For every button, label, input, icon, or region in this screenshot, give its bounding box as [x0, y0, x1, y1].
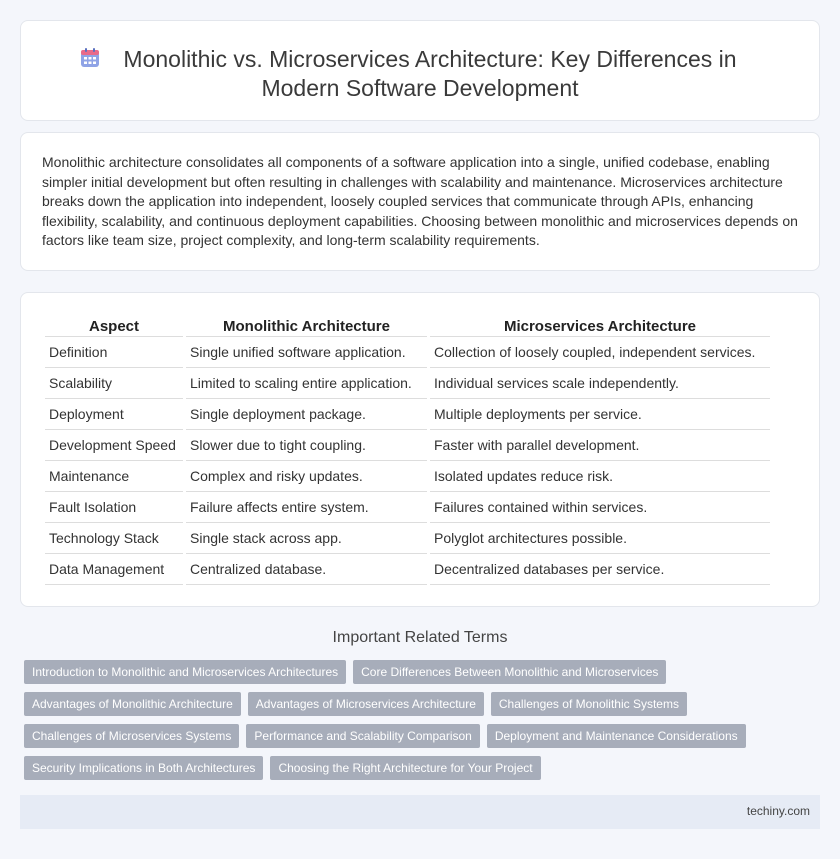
table-cell-aspect: Maintenance	[45, 461, 183, 492]
intro-card	[20, 132, 820, 271]
related-terms-title: Important Related Terms	[332, 629, 508, 646]
header-card	[20, 20, 820, 121]
intro-text: Monolithic architecture consolidates all components of a software application into a single, unified codebase, enabling simpler initial development but often resulting in challenges with scalability and maintenance. Microservices architecture breaks down the application into independent, loosely coupled services that communicate through APIs, enhancing flexibility, scalability, and continuous deployment capabilities. Choosing between monolithic and microservices depends on factors like team size, project complexity, and long-term scalability requirements.	[42, 154, 798, 248]
table-cell-microservices: Isolated updates reduce risk.	[430, 461, 770, 492]
table-cell-aspect: Technology Stack	[45, 523, 183, 554]
table-cell-monolithic: Single unified software application.	[186, 337, 427, 368]
related-term-tag[interactable]: Advantages of Microservices Architecture	[248, 692, 484, 716]
table-row	[45, 461, 770, 492]
table-cell-monolithic: Failure affects entire system.	[186, 492, 427, 523]
table-row	[45, 554, 770, 585]
comparison-table-card	[20, 292, 820, 607]
table-row	[45, 368, 770, 399]
table-cell-monolithic: Centralized database.	[186, 554, 427, 585]
table-cell-monolithic: Single stack across app.	[186, 523, 427, 554]
footer	[20, 795, 820, 829]
table-cell-microservices: Individual services scale independently.	[430, 368, 770, 399]
table-row	[45, 430, 770, 461]
related-terms-list	[24, 660, 784, 788]
table-header-row	[45, 317, 770, 337]
table-cell-monolithic: Limited to scaling entire application.	[186, 368, 427, 399]
related-term-tag[interactable]: Security Implications in Both Architectures	[24, 756, 263, 780]
table-row	[45, 523, 770, 554]
table-cell-monolithic: Single deployment package.	[186, 399, 427, 430]
table-cell-monolithic: Slower due to tight coupling.	[186, 430, 427, 461]
table-cell-microservices: Faster with parallel development.	[430, 430, 770, 461]
page-title	[21, 45, 819, 103]
table-cell-aspect: Data Management	[45, 554, 183, 585]
table-cell-aspect: Scalability	[45, 368, 183, 399]
column-header-microservices: Microservices Architecture	[430, 317, 770, 337]
related-term-tag[interactable]: Deployment and Maintenance Considerations	[487, 724, 746, 748]
table-cell-microservices: Collection of loosely coupled, independent services.	[430, 337, 770, 368]
table-cell-microservices: Failures contained within services.	[430, 492, 770, 523]
related-term-tag[interactable]: Advantages of Monolithic Architecture	[24, 692, 241, 716]
related-term-tag[interactable]: Challenges of Microservices Systems	[24, 724, 239, 748]
table-cell-aspect: Deployment	[45, 399, 183, 430]
table-row	[45, 337, 770, 368]
table-cell-microservices: Decentralized databases per service.	[430, 554, 770, 585]
table-cell-monolithic: Complex and risky updates.	[186, 461, 427, 492]
table-cell-aspect: Development Speed	[45, 430, 183, 461]
related-term-tag[interactable]: Introduction to Monolithic and Microservices Architectures	[24, 660, 346, 684]
column-header-aspect: Aspect	[45, 317, 183, 337]
related-term-tag[interactable]: Core Differences Between Monolithic and Microservices	[353, 660, 666, 684]
comparison-table	[42, 317, 773, 585]
page-title-line-1: Monolithic vs. Microservices Architecture: Key Differences in	[123, 46, 737, 72]
table-cell-microservices: Polyglot architectures possible.	[430, 523, 770, 554]
table-cell-aspect: Definition	[45, 337, 183, 368]
table-row	[45, 399, 770, 430]
table-cell-microservices: Multiple deployments per service.	[430, 399, 770, 430]
table-row	[45, 492, 770, 523]
table-cell-aspect: Fault Isolation	[45, 492, 183, 523]
related-term-tag[interactable]: Performance and Scalability Comparison	[246, 724, 479, 748]
related-term-tag[interactable]: Challenges of Monolithic Systems	[491, 692, 687, 716]
related-term-tag[interactable]: Choosing the Right Architecture for Your Project	[270, 756, 540, 780]
page-title-line-2: Modern Software Development	[261, 75, 579, 101]
column-header-monolithic: Monolithic Architecture	[186, 317, 427, 337]
footer-site-link[interactable]: techiny.com	[746, 804, 810, 818]
